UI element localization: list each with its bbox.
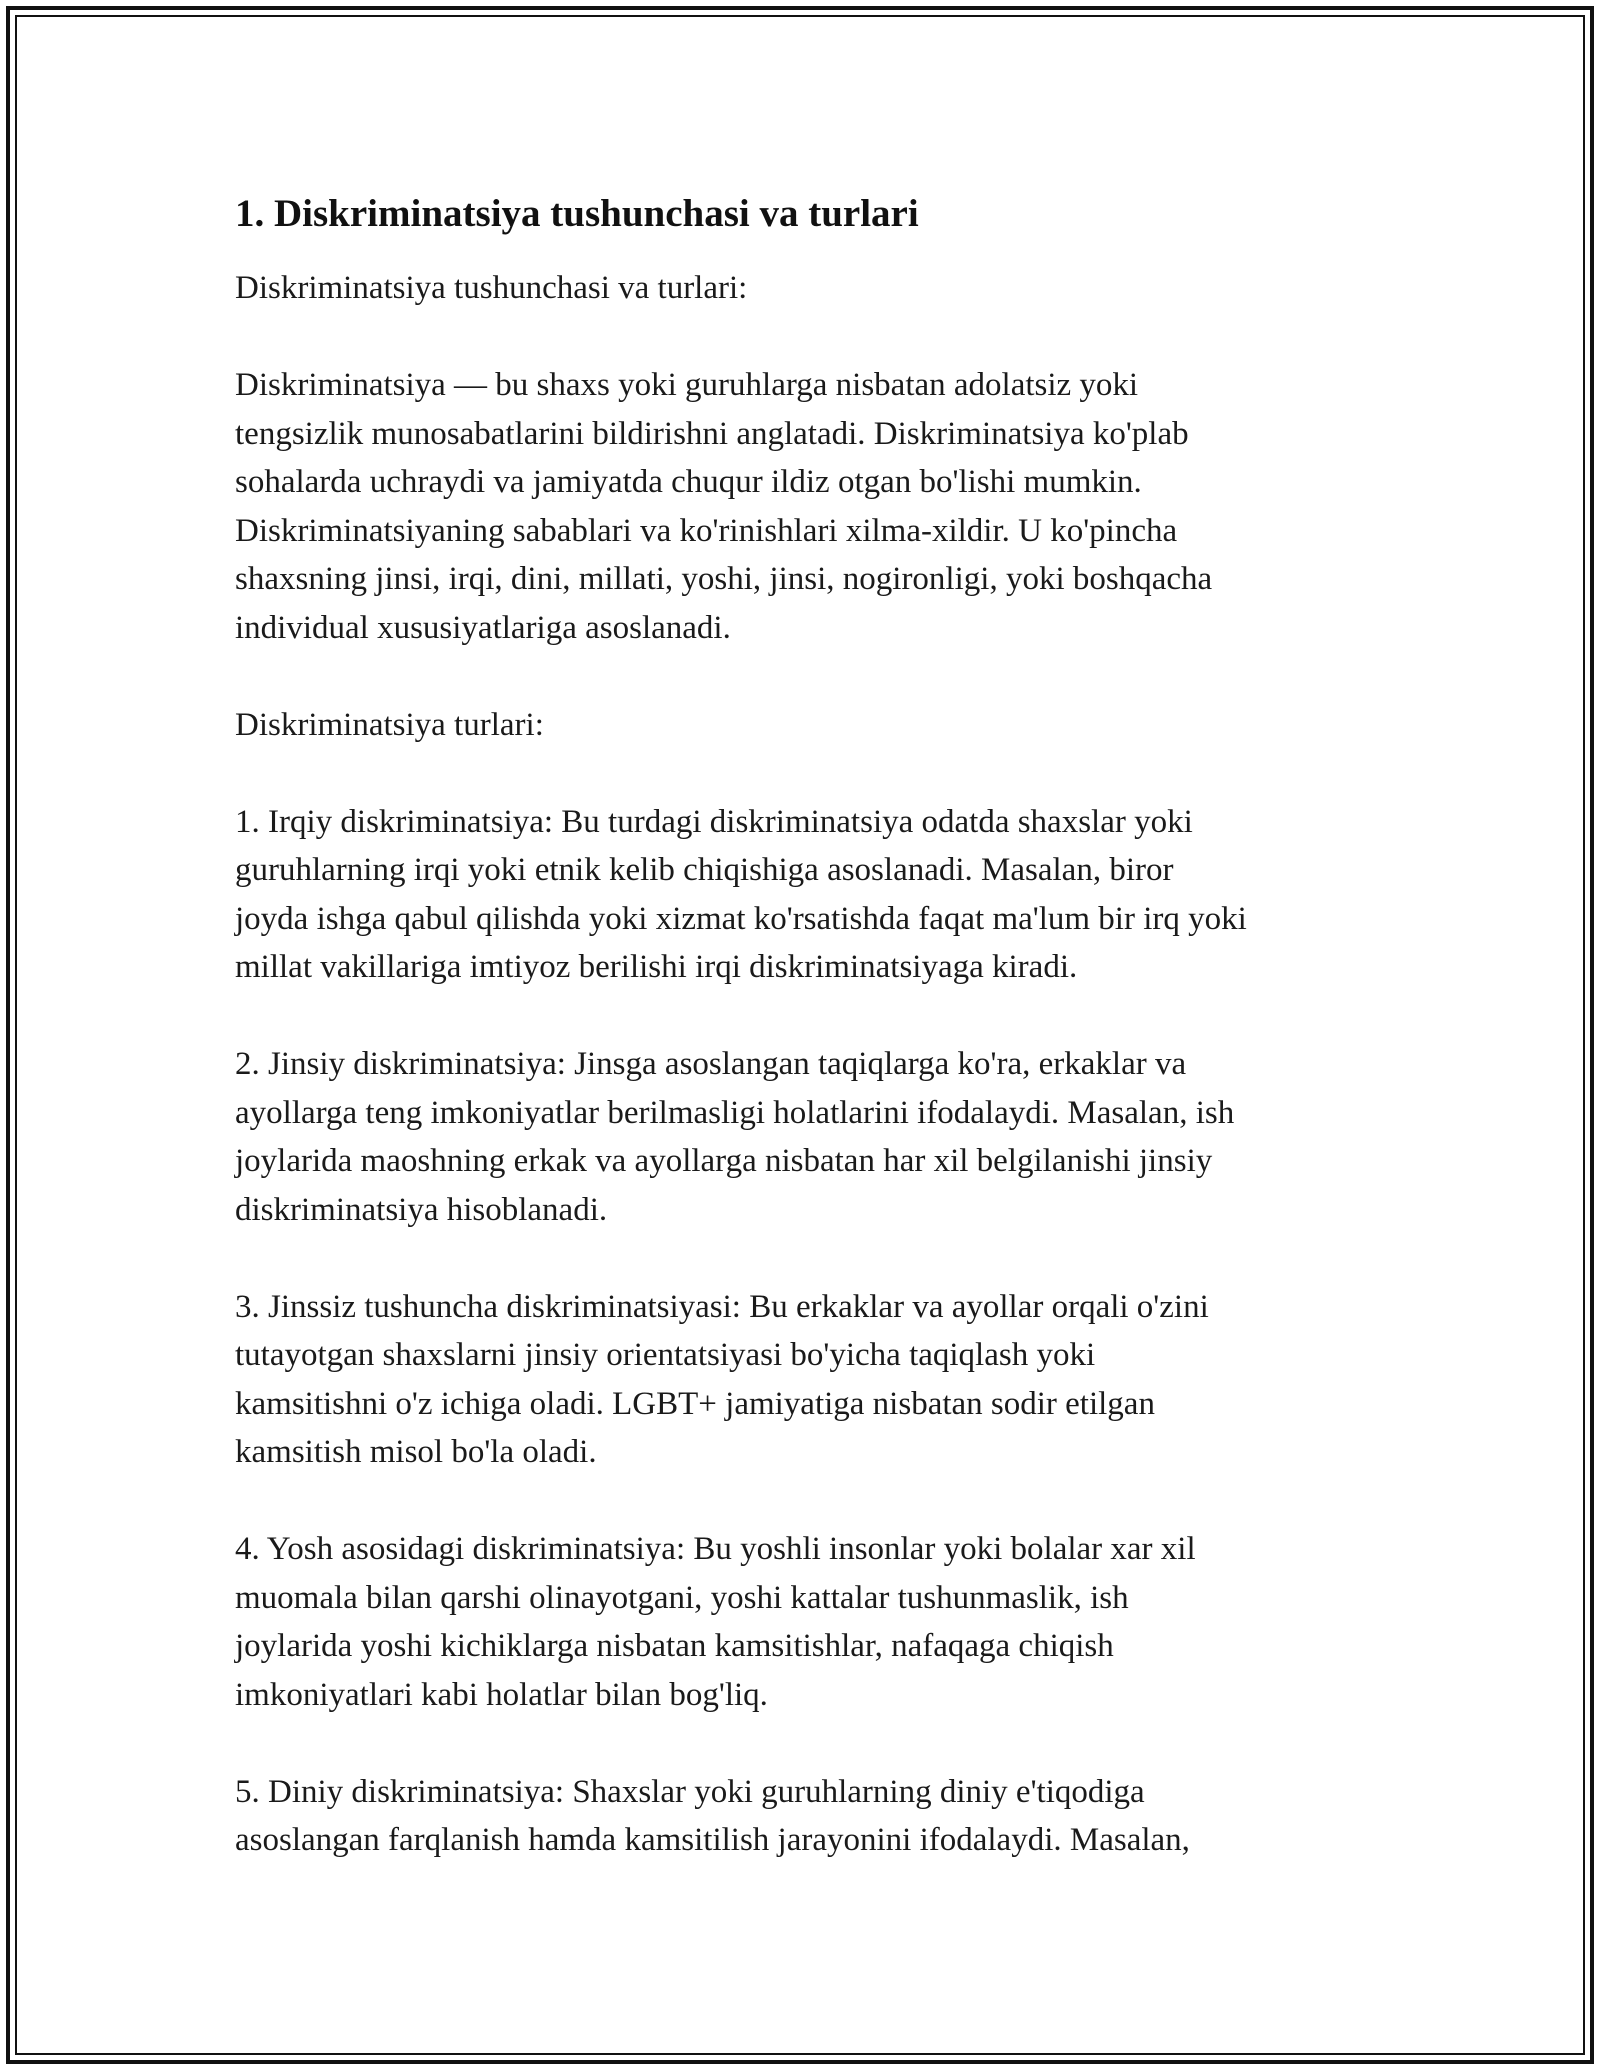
type-orientation-paragraph: 3. Jinssiz tushuncha diskriminatsiyasi: Bu erkaklar va ayollar orqali o'zini tutayotgan shaxslarni jinsiy orientatsiyasi bo'yicha taqiqlash yoki kamsitishni o'z ichiga oladi. LGBT+ jamiyatiga nisbatan sodir etilgan kamsitish misol bo'la oladi. [235,1288,1209,1470]
intro-label: Diskriminatsiya tushunchasi va turlari: [235,270,748,306]
type-age-paragraph: 4. Yosh asosidagi diskriminatsiya: Bu yoshli insonlar yoki bolalar xar xil muomala bilan qarshi olinayotgani, yoshi kattalar tushunmaslik, ish joylarida yoshi kichiklarga nisbatan kamsitishlar, nafaqaga chiqish imkoniyatlari kabi holatlar bilan bog'liq. [235,1531,1196,1713]
definition-paragraph: Diskriminatsiya — bu shaxs yoki guruhlarga nisbatan adolatsiz yoki tengsizlik munosabatlarini bildirishni anglatadi. Diskriminatsiya ko'plab sohalarda uchraydi va jamiyatda chuqur ildiz otgan bo'lishi mumkin. Diskriminatsiyaning sabablari va ko'rinishlari xilma-xildir. U ko'pincha shaxsning jinsi, irqi, dini, millati, yoshi, jinsi, nogironligi, yoki boshqacha individual xususiyatlariga asoslanadi. [235,367,1213,646]
types-heading: Diskriminatsiya turlari: [235,706,544,743]
type-gender-paragraph: 2. Jinsiy diskriminatsiya: Jinsga asoslangan taqiqlarga ko'ra, erkaklar va ayollarga teng imkoniyatlar berilmasligi holatlarini ifodalaydi. Masalan, ish joylarida maoshning erkak va ayollarga nisbatan har xil belgilanishi jinsiy diskriminatsiya hisoblanadi. [235,1046,1235,1228]
type-religious-paragraph: 5. Diniy diskriminatsiya: Shaxslar yoki guruhlarning diniy e'tiqodiga asoslangan farqlanish hamda kamsitilish jarayonini ifodalaydi. Masalan, [235,1773,1190,1858]
document-body [235,186,1365,1865]
document-title: 1. Diskriminatsiya tushunchasi va turlari [235,192,919,235]
type-racial-paragraph: 1. Irqiy diskriminatsiya: Bu turdagi diskriminatsiya odatda shaxslar yoki guruhlarning irqi yoki etnik kelib chiqishiga asoslanadi. Masalan, biror joyda ishga qabul qilishda yoki xizmat ko'rsatishda faqat ma'lum bir irq yoki millat vakillariga imtiyoz berilishi irqi diskriminatsiyaga kiradi. [235,803,1247,985]
